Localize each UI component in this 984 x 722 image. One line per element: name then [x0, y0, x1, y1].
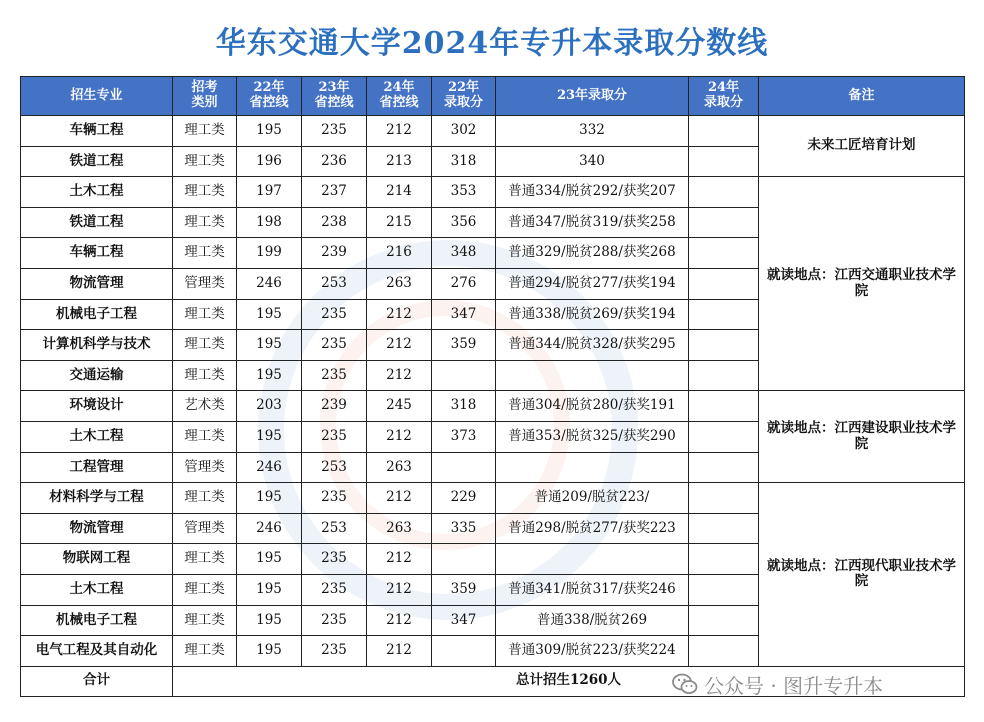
line24-cell: 212 [367, 483, 432, 514]
score22-cell: 229 [432, 483, 496, 514]
score22-cell: 359 [432, 574, 496, 605]
line24-cell: 212 [367, 421, 432, 452]
line24-cell: 263 [367, 268, 432, 299]
score23-cell: 普通341/脱贫317/获奖246 [496, 574, 689, 605]
score23-cell: 普通329/脱贫288/获奖268 [496, 238, 689, 269]
line24-cell: 263 [367, 513, 432, 544]
header-note: 备注 [759, 77, 965, 116]
line22-cell: 195 [237, 605, 302, 636]
category-cell: 艺术类 [173, 391, 237, 422]
score22-cell: 359 [432, 330, 496, 361]
note-cell: 就读地点：江西交通职业技术学院 [759, 177, 965, 391]
line23-cell: 235 [302, 330, 367, 361]
score24-cell [689, 452, 759, 483]
major-cell: 环境设计 [21, 391, 173, 422]
major-cell: 计算机科学与技术 [21, 330, 173, 361]
line23-cell: 238 [302, 207, 367, 238]
major-cell: 机械电子工程 [21, 299, 173, 330]
line22-cell: 199 [237, 238, 302, 269]
score22-cell: 318 [432, 391, 496, 422]
score22-cell: 318 [432, 146, 496, 177]
line22-cell: 195 [237, 330, 302, 361]
category-cell: 理工类 [173, 421, 237, 452]
line22-cell: 195 [237, 299, 302, 330]
total-label: 合计 [21, 666, 173, 696]
category-cell: 理工类 [173, 238, 237, 269]
line24-cell: 212 [367, 605, 432, 636]
score22-cell: 353 [432, 177, 496, 208]
score24-cell [689, 636, 759, 667]
score22-cell: 347 [432, 605, 496, 636]
score24-cell [689, 574, 759, 605]
score23-cell [496, 452, 689, 483]
major-cell: 物流管理 [21, 268, 173, 299]
wechat-account-watermark [672, 670, 883, 698]
score-table [20, 76, 965, 697]
header-score24: 24年 录取分 [689, 77, 759, 116]
category-cell: 理工类 [173, 177, 237, 208]
line24-cell: 212 [367, 299, 432, 330]
table-row [21, 391, 965, 422]
score24-cell [689, 146, 759, 177]
table-row [21, 177, 965, 208]
line22-cell: 203 [237, 391, 302, 422]
line22-cell: 195 [237, 421, 302, 452]
major-cell: 物流管理 [21, 513, 173, 544]
line23-cell: 253 [302, 268, 367, 299]
major-cell: 机械电子工程 [21, 605, 173, 636]
page-title: 华东交通大学2024年专升本录取分数线 [215, 26, 769, 61]
line22-cell: 195 [237, 116, 302, 147]
line24-cell: 212 [367, 330, 432, 361]
line23-cell: 239 [302, 391, 367, 422]
score23-cell: 普通309/脱贫223/获奖224 [496, 636, 689, 667]
score23-cell: 普通347/脱贫319/获奖258 [496, 207, 689, 238]
line22-cell: 195 [237, 636, 302, 667]
score24-cell [689, 544, 759, 575]
major-cell: 土木工程 [21, 177, 173, 208]
score24-cell [689, 299, 759, 330]
line22-cell: 195 [237, 483, 302, 514]
line23-cell: 237 [302, 177, 367, 208]
category-cell: 理工类 [173, 360, 237, 391]
line24-cell: 212 [367, 544, 432, 575]
line24-cell: 213 [367, 146, 432, 177]
category-cell: 理工类 [173, 207, 237, 238]
score22-cell [432, 360, 496, 391]
category-cell: 理工类 [173, 483, 237, 514]
score23-cell: 普通353/脱贫325/获奖290 [496, 421, 689, 452]
score23-cell: 普通344/脱贫328/获奖295 [496, 330, 689, 361]
score24-cell [689, 177, 759, 208]
score22-cell [432, 636, 496, 667]
category-cell: 理工类 [173, 605, 237, 636]
score22-cell [432, 544, 496, 575]
header-score22: 22年 录取分 [432, 77, 496, 116]
score24-cell [689, 483, 759, 514]
line22-cell: 246 [237, 513, 302, 544]
major-cell: 工程管理 [21, 452, 173, 483]
wechat-account-text: 公众号 · 图升专升本 [704, 673, 884, 698]
header-score23: 23年录取分 [496, 77, 689, 116]
line23-cell: 235 [302, 636, 367, 667]
score23-cell: 340 [496, 146, 689, 177]
score23-cell: 普通338/脱贫269 [496, 605, 689, 636]
category-cell: 理工类 [173, 574, 237, 605]
score23-cell [496, 360, 689, 391]
line24-cell: 214 [367, 177, 432, 208]
wechat-icon [672, 673, 698, 695]
score24-cell [689, 391, 759, 422]
line23-cell: 236 [302, 146, 367, 177]
score24-cell [689, 421, 759, 452]
note-cell: 就读地点：江西建设职业技术学院 [759, 391, 965, 483]
line22-cell: 197 [237, 177, 302, 208]
score22-cell: 356 [432, 207, 496, 238]
score23-cell: 普通209/脱贫223/ [496, 483, 689, 514]
line24-cell: 263 [367, 452, 432, 483]
category-cell: 理工类 [173, 544, 237, 575]
line22-cell: 196 [237, 146, 302, 177]
score24-cell [689, 513, 759, 544]
total-value: 总计招生1260人 [173, 666, 965, 696]
line23-cell: 235 [302, 544, 367, 575]
score24-cell [689, 360, 759, 391]
category-cell: 管理类 [173, 268, 237, 299]
score23-cell [496, 544, 689, 575]
line23-cell: 253 [302, 513, 367, 544]
score24-cell [689, 238, 759, 269]
score23-cell: 普通298/脱贫277/获奖223 [496, 513, 689, 544]
score22-cell: 302 [432, 116, 496, 147]
line23-cell: 235 [302, 360, 367, 391]
line23-cell: 235 [302, 483, 367, 514]
major-cell: 铁道工程 [21, 207, 173, 238]
score22-cell: 373 [432, 421, 496, 452]
score23-cell: 普通304/脱贫280/获奖191 [496, 391, 689, 422]
major-cell: 土木工程 [21, 574, 173, 605]
note-cell: 未来工匠培育计划 [759, 116, 965, 177]
line22-cell: 195 [237, 544, 302, 575]
major-cell: 土木工程 [21, 421, 173, 452]
category-cell: 管理类 [173, 513, 237, 544]
line23-cell: 239 [302, 238, 367, 269]
line23-cell: 235 [302, 299, 367, 330]
line23-cell: 235 [302, 116, 367, 147]
line24-cell: 216 [367, 238, 432, 269]
major-cell: 物联网工程 [21, 544, 173, 575]
score24-cell [689, 330, 759, 361]
category-cell: 理工类 [173, 330, 237, 361]
major-cell: 材料科学与工程 [21, 483, 173, 514]
category-cell: 理工类 [173, 146, 237, 177]
category-cell: 管理类 [173, 452, 237, 483]
line24-cell: 212 [367, 574, 432, 605]
score23-cell: 普通294/脱贫277/获奖194 [496, 268, 689, 299]
header-major: 招生专业 [21, 77, 173, 116]
major-cell: 车辆工程 [21, 116, 173, 147]
table-row [21, 483, 965, 514]
line22-cell: 195 [237, 574, 302, 605]
score24-cell [689, 116, 759, 147]
header-line22: 22年 省控线 [237, 77, 302, 116]
score22-cell [432, 452, 496, 483]
line24-cell: 212 [367, 116, 432, 147]
score24-cell [689, 207, 759, 238]
major-cell: 车辆工程 [21, 238, 173, 269]
major-cell: 电气工程及其自动化 [21, 636, 173, 667]
category-cell: 理工类 [173, 116, 237, 147]
score22-cell: 347 [432, 299, 496, 330]
score23-cell: 332 [496, 116, 689, 147]
score24-cell [689, 605, 759, 636]
line24-cell: 215 [367, 207, 432, 238]
note-cell: 就读地点：江西现代职业技术学院 [759, 483, 965, 667]
header-line23: 23年 省控线 [302, 77, 367, 116]
line22-cell: 198 [237, 207, 302, 238]
line23-cell: 235 [302, 421, 367, 452]
score22-cell: 348 [432, 238, 496, 269]
category-cell: 理工类 [173, 299, 237, 330]
line23-cell: 253 [302, 452, 367, 483]
line22-cell: 246 [237, 268, 302, 299]
score22-cell: 276 [432, 268, 496, 299]
table-body [21, 116, 965, 667]
score23-cell: 普通334/脱贫292/获奖207 [496, 177, 689, 208]
line24-cell: 245 [367, 391, 432, 422]
line22-cell: 195 [237, 360, 302, 391]
category-cell: 理工类 [173, 636, 237, 667]
major-cell: 铁道工程 [21, 146, 173, 177]
line23-cell: 235 [302, 574, 367, 605]
score23-cell: 普通338/脱贫269/获奖194 [496, 299, 689, 330]
major-cell: 交通运输 [21, 360, 173, 391]
header-category: 招考 类别 [173, 77, 237, 116]
line23-cell: 235 [302, 605, 367, 636]
line22-cell: 246 [237, 452, 302, 483]
table-row [21, 116, 965, 147]
line24-cell: 212 [367, 636, 432, 667]
score22-cell: 335 [432, 513, 496, 544]
score24-cell [689, 268, 759, 299]
header-line24: 24年 省控线 [367, 77, 432, 116]
table-header-row [21, 77, 965, 116]
line24-cell: 212 [367, 360, 432, 391]
